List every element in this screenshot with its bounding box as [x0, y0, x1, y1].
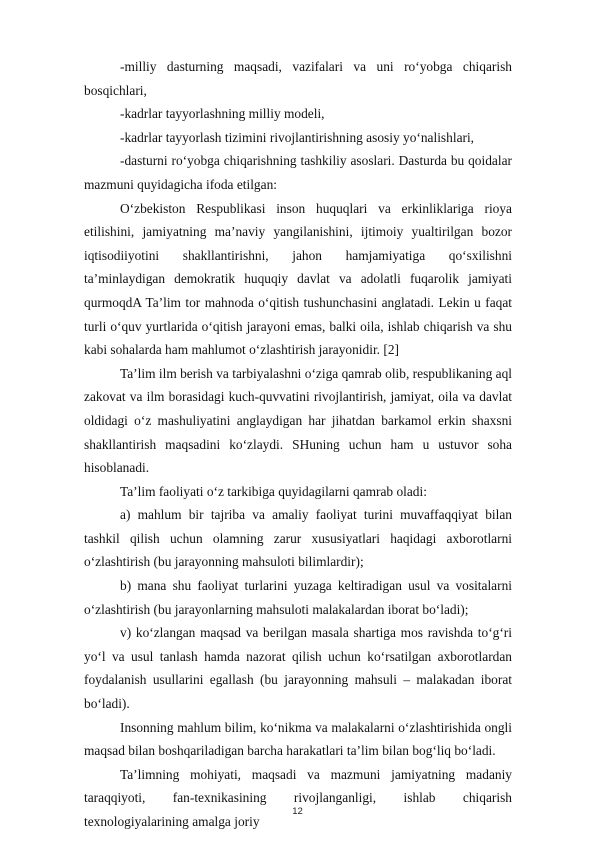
body-text — [84, 55, 512, 834]
paragraph-item-b: b) mana shu faoliyat turlarini yuzaga keltiradigan usul va vositalarni o‘zlashtirish (bu jarayonlarning mahsuloti malakalardan iborat bo‘ladi); — [84, 578, 512, 617]
paragraph-uzbekistan: O‘zbekiston Respublikasi inson huquqlari va erkinliklariga rioya etilishini, jamiyatning ma’naviy yangilanishini, ijtimoiy yualtirilgan bozor iqtisodiiyotini shakllantirishni, jahon hamjamiyatiga qo‘sxilishni ta’minlaydigan demokratik huquqiy davlat va adolatli fuqarolik jamiyati qurmoqdA Ta’lim tor mahnoda o‘qitish tushunchasini anglatadi. Lekin u faqat turli o‘quv yurtlarida o‘qitish jarayoni emas, balki oila, ishlab chiqarish va shu kabi sohalarda ham mahlumot o‘zlashtirish jarayonidir. [2] — [84, 200, 512, 358]
paragraph-directions: -kadrlar tayyorlash tizimini rivojlantirishning asosiy yo‘nalishlari, — [120, 129, 475, 145]
page-number: 12 — [292, 806, 303, 817]
paragraph-item-v: v) ko‘zlangan maqsad va berilgan masala shartiga mos ravishda to‘g‘ri yo‘l va usul tanlash hamda nazorat qilish uchun ko‘rsatilgan axborotlardan foydalanish usullarini egallash (bu jarayonning mahsuli – malakadan iborat bo‘ladi). — [84, 625, 512, 712]
paragraph-essence: Ta’limning mohiyati, maqsadi va mazmuni jamiyatning madaniy taraqqiyoti, fan-texnikasining rivojlanganligi, ishlab chiqarish texnologiyalarining amalga joriy — [84, 766, 512, 829]
paragraph-model: -kadrlar tayyorlashning milliy modeli, — [120, 106, 325, 122]
paragraph-goals: -milliy dasturning maqsadi, vazifalari va uni ro‘yobga chiqarish bosqichlari, — [84, 59, 512, 98]
paragraph-skills: Insonning mahlum bilim, ko‘nikma va malakalarni o‘zlashtirishida ongli maqsad bilan boshqariladigan barcha harakatlari ta’lim bilan bog‘liq bo‘ladi. — [84, 719, 512, 759]
paragraph-activity-intro: Ta’lim faoliyati o‘z tarkibiga quyidagilarni qamrab oladi: — [120, 483, 427, 499]
paragraph-education: Ta’lim ilm berish va tarbiyalashni o‘ziga qamrab olib, respublikaning aql zakovat va ilm borasidagi kuch-quvvatini rivojlantirish, jamiyat, oila va davlat oldidagi o‘z mashuliyatini anglaydigan har jihatdan barkamol erkin shaxsni shakllantirish maqsadini ko‘zlaydi. SHuning uchun ham u ustuvor soha hisoblanadi. — [84, 365, 512, 476]
paragraph-item-a: a) mahlum bir tajriba va amaliy faoliyat turini muvaffaqqiyat bilan tashkil qilish uchun olamning zarur xususiyatlari haqidagi axborotlarni o‘zlashtirish (bu jarayonning mahsuloti bilimlardir); — [84, 507, 512, 570]
paragraph-foundations: -dasturni ro‘yobga chiqarishning tashkiliy asoslari. Dasturda bu qoidalar mazmuni quyidagicha ifoda etilgan: — [84, 153, 512, 192]
